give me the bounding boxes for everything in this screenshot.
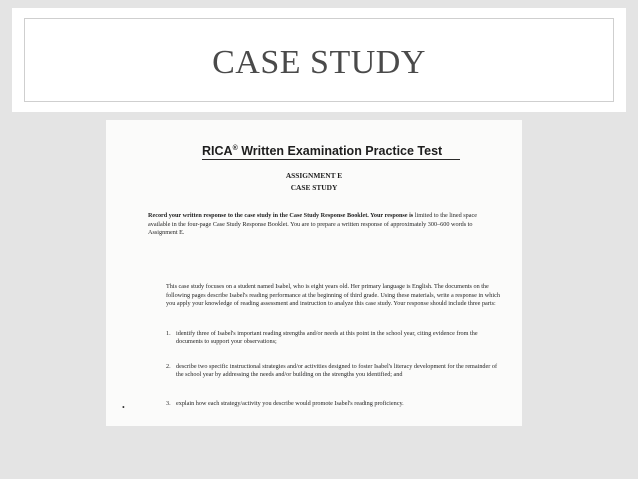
assignment-heading	[106, 170, 522, 194]
list-item	[166, 400, 502, 408]
list-item-text: describe two specific instructional strategies and/or activities designed to foster Isabel's literacy development for the remainder of the school year by addressing the needs and/or building on the strengths you identified; and	[176, 363, 498, 379]
list-item-text: identify three of Isabel's important reading strengths and/or needs at this point in the school year, citing evidence from the documents to support your observations;	[176, 330, 478, 346]
list-item-number: 1.	[166, 330, 171, 337]
intro-paragraph: This case study focuses on a student named Isabel, who is eight years old. Her primary language is English. The documents on the following pages describe Isabel's reading performance at the beginning of third grade. Using these materials, write a response in which you apply your knowledge of reading assessment and instruction to analyze this case study. Your response should include three parts:	[166, 283, 500, 308]
slide-title: CASE STUDY	[212, 44, 426, 81]
header-rica: RICA	[202, 144, 233, 158]
title-box	[12, 8, 626, 112]
list-item	[166, 363, 502, 380]
assignment-label: ASSIGNMENT E	[285, 171, 343, 180]
scan-speck: •	[122, 403, 125, 412]
list-item-text: explain how each strategy/activity you describe would promote Isabel's reading proficiency.	[176, 400, 404, 407]
registered-mark: ®	[232, 144, 238, 152]
document-header	[202, 144, 460, 160]
list-item	[166, 330, 502, 347]
list-item-number: 2.	[166, 363, 171, 370]
title-frame	[24, 18, 614, 102]
instructions-paragraph	[148, 212, 496, 238]
instructions-bold: Record your written response to the case study in the Case Study Response Booklet. Your response is	[148, 212, 414, 219]
header-rest: Written Examination Practice Test	[237, 144, 443, 158]
instructions-rest: limited to the lined space available in the four-page Case Study Response Booklet. You are to prepare a written response of approximately 300–600 words to Assignment E.	[148, 212, 477, 237]
case-study-label: CASE STUDY	[290, 183, 338, 192]
list-item-number: 3.	[166, 400, 171, 407]
scanned-document	[106, 120, 522, 426]
